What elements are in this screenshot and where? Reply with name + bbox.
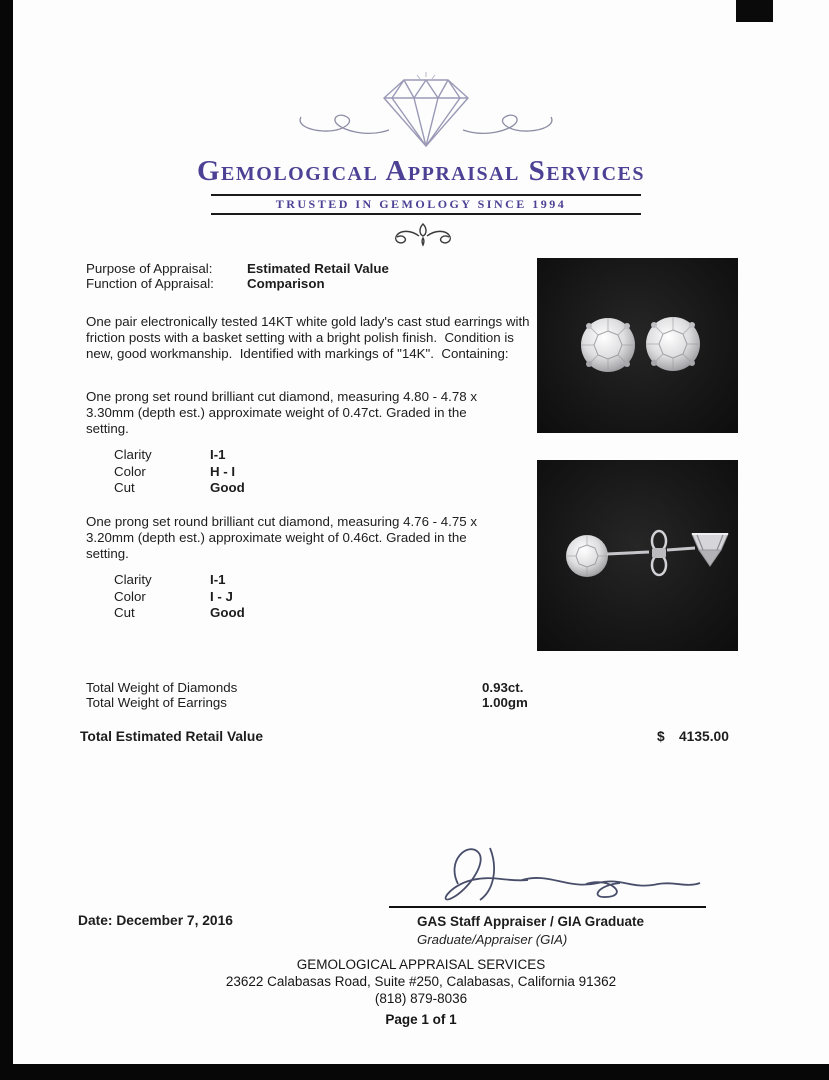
cut-label: Cut [114,480,135,496]
color-label: Color [114,588,146,604]
footer-phone: (818) 879-8036 [374,991,468,1006]
org-name: Gemological Appraisal Services [197,155,645,187]
grade-row-cut [114,605,245,622]
signature-image [372,838,707,910]
color-value: I - J [210,588,233,604]
divider-bottom [211,213,641,215]
item-description: One pair electronically tested 14KT white gold lady's cast stud earrings with friction posts with a basket setting with a bright polish finish. Condition is new, good workmanship. Identified with markings of "14K". Containing: [86,314,534,362]
date-label: Date: [78,913,113,928]
signer-title: GAS Staff Appraiser / GIA Graduate [417,914,645,929]
clarity-label: Clarity [114,572,152,587]
total-diamonds-label: Total Weight of Diamonds [86,680,238,695]
function-row [86,276,325,292]
cut-value: Good [210,605,245,621]
purpose-value: Estimated Retail Value [247,261,389,276]
stone-1-description: One prong set round brilliant cut diamond, measuring 4.80 - 4.78 x 3.30mm (depth est.) approximate weight of 0.47ct. Graded in the setting. [86,389,481,437]
retail-currency: $ [657,729,665,744]
tagline: TRUSTED IN GEMOLOGY SINCE 1994 [275,197,567,211]
scroll-ornament-icon [391,220,455,248]
footer-address: 23622 Calabasas Road, Suite #250, Calabasas, California 91362 [225,974,617,989]
scan-edge-bottom [0,1064,829,1080]
divider-top [211,194,641,196]
grade-row-color [114,464,245,481]
purpose-row [86,261,389,277]
retail-value-label: Total Estimated Retail Value [80,729,263,744]
earrings-side-image [537,460,738,651]
function-label: Function of Appraisal: [86,276,214,291]
diamond-logo-icon [271,72,581,160]
purpose-label: Purpose of Appraisal: [86,261,213,276]
clarity-value: I-1 [210,572,226,587]
grade-row-color [114,589,245,606]
grade-row-cut [114,480,245,497]
footer-page-number: Page 1 of 1 [385,1012,457,1027]
stone-2-grades [114,572,245,622]
total-earrings-label: Total Weight of Earrings [86,695,227,710]
clarity-value: I-1 [210,447,226,462]
date [78,913,233,928]
color-value: H - I [210,463,236,479]
total-diamonds-value: 0.93ct. [482,680,524,695]
scan-mark-top-right [736,0,773,22]
grade-row-clarity [114,447,245,464]
total-earrings-value: 1.00gm [482,695,528,710]
footer-org: GEMOLOGICAL APPRAISAL SERVICES [296,957,546,972]
stone-1-grades [114,447,245,497]
cut-value: Good [210,480,245,496]
photo-earrings-front [537,258,738,433]
signer-subtitle: Graduate/Appraiser (GIA) [417,932,568,947]
photo-earrings-side [537,460,738,651]
retail-amount: 4135.00 [679,729,729,744]
earrings-front-image [537,258,738,433]
scan-edge-left [0,0,13,1080]
function-value: Comparison [247,276,325,291]
stone-2-description: One prong set round brilliant cut diamond, measuring 4.76 - 4.75 x 3.20mm (depth est.) approximate weight of 0.46ct. Graded in the setting. [86,514,481,562]
clarity-label: Clarity [114,447,152,462]
signature-line [389,906,706,908]
cut-label: Cut [114,605,135,621]
date-value: December 7, 2016 [116,913,233,928]
grade-row-clarity [114,572,245,589]
color-label: Color [114,463,146,479]
